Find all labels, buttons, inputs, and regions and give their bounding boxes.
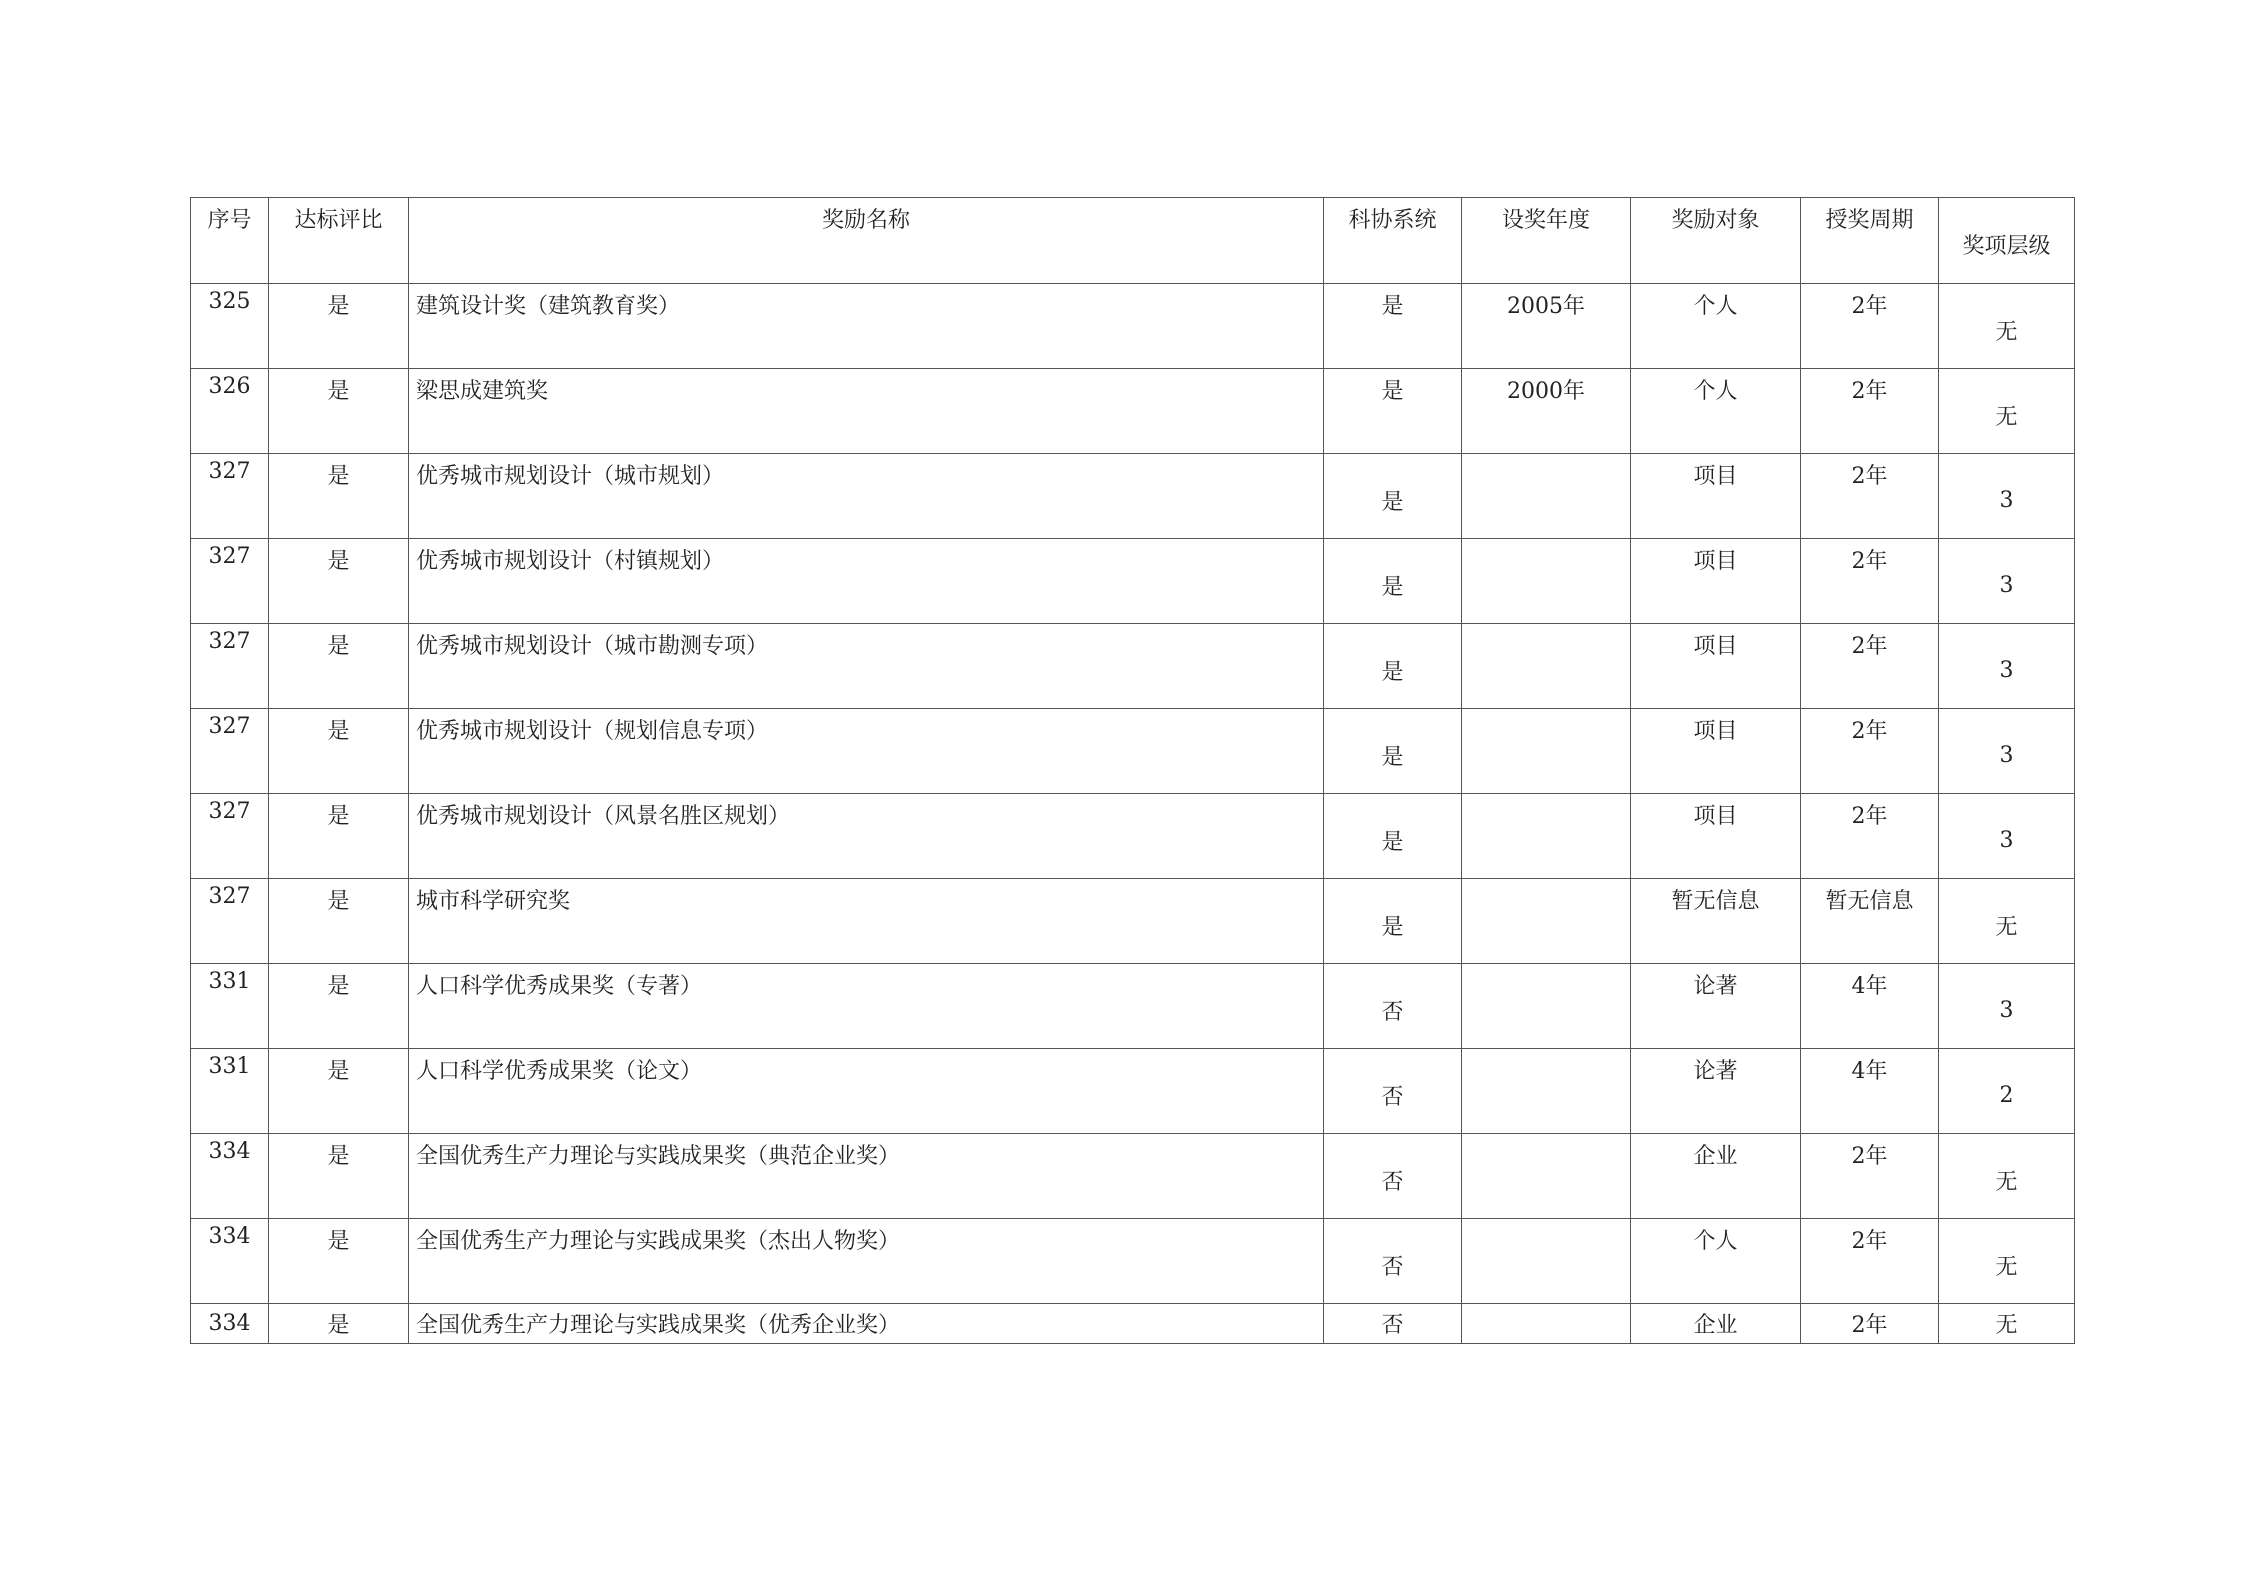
cell-text-award-level: 3	[1999, 742, 2014, 768]
cell-award-target	[1631, 454, 1801, 539]
cell-text-award-level: 无	[1995, 1169, 2018, 1195]
cell-text-cast-system: 否	[1381, 1084, 1404, 1110]
cell-text-cast-system: 是	[1381, 914, 1404, 940]
table-row	[191, 1219, 2075, 1304]
cell-text-award-cycle: 暂无信息	[1825, 889, 1914, 914]
cell-award-cycle	[1801, 1049, 1939, 1134]
cell-seq	[191, 454, 269, 539]
cell-award-name	[409, 454, 1324, 539]
cell-text-award-cycle: 2年	[1851, 294, 1888, 319]
cell-compliance	[269, 1134, 409, 1219]
cell-text-award-target: 企业	[1693, 1313, 1738, 1338]
cell-text-seq: 331	[208, 969, 251, 994]
cell-text-compliance: 是	[327, 804, 350, 829]
header-award-level: 奖项层级	[1939, 198, 2075, 284]
cell-award-cycle	[1801, 1134, 1939, 1219]
cell-text-award-cycle: 2年	[1851, 379, 1888, 404]
cell-compliance	[269, 284, 409, 369]
cell-award-level	[1939, 1134, 2075, 1219]
cell-text-award-name: 全国优秀生产力理论与实践成果奖（优秀企业奖）	[416, 1313, 901, 1338]
cell-text-award-name: 全国优秀生产力理论与实践成果奖（杰出人物奖）	[416, 1229, 901, 1254]
cell-text-compliance: 是	[327, 889, 350, 914]
cell-text-award-level: 无	[1995, 319, 2018, 345]
table-row	[191, 709, 2075, 794]
cell-compliance	[269, 709, 409, 794]
cell-cast-system	[1324, 709, 1462, 794]
cell-seq	[191, 964, 269, 1049]
cell-text-award-cycle: 2年	[1851, 1144, 1888, 1169]
cell-cast-system	[1324, 964, 1462, 1049]
cell-text-award-target: 项目	[1693, 634, 1738, 659]
cell-text-award-target: 项目	[1693, 549, 1738, 574]
table-row	[191, 1134, 2075, 1219]
cell-cast-system	[1324, 369, 1462, 454]
cell-text-cast-system: 否	[1381, 1313, 1404, 1338]
cell-year-established	[1462, 624, 1631, 709]
cell-compliance	[269, 794, 409, 879]
cell-text-compliance: 是	[327, 1313, 350, 1338]
cell-text-award-name: 优秀城市规划设计（村镇规划）	[416, 549, 725, 574]
cell-year-established	[1462, 794, 1631, 879]
cell-text-seq: 327	[208, 799, 251, 824]
cell-text-award-level: 3	[1999, 572, 2014, 598]
cell-text-year-established: 2005年	[1507, 294, 1585, 319]
cell-award-target	[1631, 709, 1801, 794]
cell-text-award-target: 企业	[1693, 1144, 1738, 1169]
cell-year-established	[1462, 369, 1631, 454]
cell-award-name	[409, 1134, 1324, 1219]
cell-text-seq: 327	[208, 714, 251, 739]
cell-award-name	[409, 369, 1324, 454]
cell-text-cast-system: 是	[1381, 294, 1404, 319]
cell-cast-system	[1324, 284, 1462, 369]
cell-text-award-cycle: 2年	[1851, 1229, 1888, 1254]
cell-award-name	[409, 709, 1324, 794]
cell-year-established	[1462, 964, 1631, 1049]
table-row	[191, 369, 2075, 454]
cell-text-award-cycle: 2年	[1851, 464, 1888, 489]
cell-award-level	[1939, 1304, 2075, 1344]
cell-text-seq: 327	[208, 459, 251, 484]
cell-text-seq: 334	[208, 1224, 251, 1249]
cell-text-award-cycle: 2年	[1851, 549, 1888, 574]
cell-award-level	[1939, 284, 2075, 369]
cell-award-level	[1939, 1049, 2075, 1134]
cell-award-cycle	[1801, 539, 1939, 624]
cell-award-cycle	[1801, 624, 1939, 709]
cell-cast-system	[1324, 624, 1462, 709]
cell-text-seq: 334	[208, 1139, 251, 1164]
cell-year-established	[1462, 1049, 1631, 1134]
cell-seq	[191, 624, 269, 709]
cell-award-cycle	[1801, 284, 1939, 369]
cell-cast-system	[1324, 1219, 1462, 1304]
cell-text-cast-system: 否	[1381, 1169, 1404, 1195]
cell-text-award-name: 人口科学优秀成果奖（专著）	[416, 974, 703, 999]
cell-cast-system	[1324, 1134, 1462, 1219]
cell-award-level	[1939, 964, 2075, 1049]
cell-cast-system	[1324, 1049, 1462, 1134]
cell-text-compliance: 是	[327, 719, 350, 744]
cell-text-award-cycle: 2年	[1851, 1313, 1888, 1338]
cell-text-award-level: 无	[1995, 1313, 2018, 1338]
table-row	[191, 964, 2075, 1049]
cell-text-compliance: 是	[327, 294, 350, 319]
cell-seq	[191, 539, 269, 624]
cell-award-level	[1939, 794, 2075, 879]
cell-award-target	[1631, 964, 1801, 1049]
cell-award-target	[1631, 1134, 1801, 1219]
table-row	[191, 1304, 2075, 1344]
cell-text-award-cycle: 4年	[1851, 974, 1888, 999]
cell-cast-system	[1324, 794, 1462, 879]
cell-seq	[191, 1304, 269, 1344]
cell-seq	[191, 284, 269, 369]
table-row	[191, 539, 2075, 624]
cell-award-cycle	[1801, 369, 1939, 454]
cell-cast-system	[1324, 539, 1462, 624]
cell-compliance	[269, 539, 409, 624]
cell-award-cycle	[1801, 1304, 1939, 1344]
header-cast-system: 科协系统	[1324, 198, 1462, 284]
cell-text-cast-system: 是	[1381, 744, 1404, 770]
cell-award-target	[1631, 284, 1801, 369]
cell-award-level	[1939, 539, 2075, 624]
cell-text-seq: 327	[208, 544, 251, 569]
awards-table	[190, 197, 2075, 1344]
cell-text-cast-system: 否	[1381, 1254, 1404, 1280]
cell-award-cycle	[1801, 454, 1939, 539]
cell-year-established	[1462, 454, 1631, 539]
cell-award-target	[1631, 624, 1801, 709]
cell-award-level	[1939, 369, 2075, 454]
cell-award-cycle	[1801, 794, 1939, 879]
cell-text-award-name: 优秀城市规划设计（规划信息专项）	[416, 719, 769, 744]
cell-seq	[191, 709, 269, 794]
cell-text-award-name: 建筑设计奖（建筑教育奖）	[416, 294, 681, 319]
cell-award-cycle	[1801, 879, 1939, 964]
cell-compliance	[269, 369, 409, 454]
cell-award-target	[1631, 879, 1801, 964]
cell-award-name	[409, 1219, 1324, 1304]
cell-text-award-level: 无	[1995, 914, 2018, 940]
cell-text-seq: 334	[208, 1311, 251, 1336]
cell-text-seq: 326	[208, 374, 251, 399]
header-seq: 序号	[191, 198, 269, 284]
cell-cast-system	[1324, 879, 1462, 964]
cell-year-established	[1462, 879, 1631, 964]
cell-compliance	[269, 1304, 409, 1344]
cell-text-award-target: 个人	[1693, 1229, 1738, 1254]
cell-text-award-target: 暂无信息	[1671, 889, 1760, 914]
cell-award-cycle	[1801, 964, 1939, 1049]
table-row	[191, 624, 2075, 709]
cell-text-cast-system: 是	[1381, 659, 1404, 685]
cell-text-award-target: 论著	[1693, 1059, 1738, 1084]
table-row	[191, 1049, 2075, 1134]
cell-text-award-name: 优秀城市规划设计（城市勘测专项）	[416, 634, 769, 659]
cell-text-award-name: 全国优秀生产力理论与实践成果奖（典范企业奖）	[416, 1144, 901, 1169]
cell-award-name	[409, 1049, 1324, 1134]
cell-text-seq: 325	[208, 289, 251, 314]
cell-text-award-cycle: 2年	[1851, 719, 1888, 744]
cell-compliance	[269, 879, 409, 964]
cell-compliance	[269, 1049, 409, 1134]
table-row	[191, 794, 2075, 879]
cell-text-cast-system: 是	[1381, 574, 1404, 600]
table-row	[191, 879, 2075, 964]
header-award-name: 奖励名称	[409, 198, 1324, 284]
cell-text-award-cycle: 4年	[1851, 1059, 1888, 1084]
cell-text-seq: 331	[208, 1054, 251, 1079]
header-award-cycle: 授奖周期	[1801, 198, 1939, 284]
cell-text-award-target: 项目	[1693, 719, 1738, 744]
cell-cast-system	[1324, 1304, 1462, 1344]
cell-year-established	[1462, 1134, 1631, 1219]
cell-award-level	[1939, 454, 2075, 539]
cell-text-award-level: 3	[1999, 487, 2014, 513]
cell-award-name	[409, 1304, 1324, 1344]
cell-year-established	[1462, 539, 1631, 624]
header-year-established: 设奖年度	[1462, 198, 1631, 284]
cell-text-compliance: 是	[327, 549, 350, 574]
cell-award-level	[1939, 879, 2075, 964]
cell-cast-system	[1324, 454, 1462, 539]
cell-text-award-level: 无	[1995, 404, 2018, 430]
cell-award-level	[1939, 1219, 2075, 1304]
cell-text-award-name: 优秀城市规划设计（城市规划）	[416, 464, 725, 489]
cell-award-target	[1631, 1219, 1801, 1304]
cell-award-name	[409, 284, 1324, 369]
cell-text-award-target: 论著	[1693, 974, 1738, 999]
cell-text-award-target: 个人	[1693, 294, 1738, 319]
cell-award-target	[1631, 794, 1801, 879]
cell-compliance	[269, 624, 409, 709]
cell-seq	[191, 1219, 269, 1304]
cell-text-award-cycle: 2年	[1851, 804, 1888, 829]
cell-seq	[191, 794, 269, 879]
cell-award-level	[1939, 709, 2075, 794]
cell-text-award-level: 3	[1999, 827, 2014, 853]
cell-text-award-target: 项目	[1693, 804, 1738, 829]
cell-text-compliance: 是	[327, 974, 350, 999]
cell-compliance	[269, 454, 409, 539]
header-award-target: 奖励对象	[1631, 198, 1801, 284]
cell-text-award-level: 3	[1999, 657, 2014, 683]
cell-text-award-level: 无	[1995, 1254, 2018, 1280]
cell-text-seq: 327	[208, 629, 251, 654]
cell-text-award-cycle: 2年	[1851, 634, 1888, 659]
cell-award-name	[409, 624, 1324, 709]
cell-text-award-level: 2	[1999, 1082, 2014, 1108]
cell-award-target	[1631, 1304, 1801, 1344]
table-row	[191, 454, 2075, 539]
cell-text-compliance: 是	[327, 464, 350, 489]
table-body	[191, 284, 2075, 1344]
cell-compliance	[269, 964, 409, 1049]
cell-text-award-name: 人口科学优秀成果奖（论文）	[416, 1059, 703, 1084]
table-row	[191, 284, 2075, 369]
cell-text-cast-system: 是	[1381, 829, 1404, 855]
cell-award-name	[409, 964, 1324, 1049]
cell-award-target	[1631, 1049, 1801, 1134]
cell-text-award-name: 城市科学研究奖	[416, 889, 571, 914]
cell-text-year-established: 2000年	[1507, 379, 1585, 404]
cell-seq	[191, 1049, 269, 1134]
cell-text-award-target: 个人	[1693, 379, 1738, 404]
cell-award-name	[409, 539, 1324, 624]
cell-text-award-target: 项目	[1693, 464, 1738, 489]
cell-seq	[191, 879, 269, 964]
cell-text-cast-system: 否	[1381, 999, 1404, 1025]
cell-year-established	[1462, 1219, 1631, 1304]
cell-text-award-name: 梁思成建筑奖	[416, 379, 549, 404]
cell-text-award-name: 优秀城市规划设计（风景名胜区规划）	[416, 804, 791, 829]
cell-award-name	[409, 879, 1324, 964]
cell-year-established	[1462, 284, 1631, 369]
cell-text-compliance: 是	[327, 1229, 350, 1254]
cell-text-compliance: 是	[327, 1059, 350, 1084]
cell-award-cycle	[1801, 709, 1939, 794]
cell-seq	[191, 1134, 269, 1219]
cell-text-compliance: 是	[327, 634, 350, 659]
cell-compliance	[269, 1219, 409, 1304]
cell-award-cycle	[1801, 1219, 1939, 1304]
cell-text-cast-system: 是	[1381, 379, 1404, 404]
header-compliance: 达标评比	[269, 198, 409, 284]
cell-text-cast-system: 是	[1381, 489, 1404, 515]
cell-text-seq: 327	[208, 884, 251, 909]
cell-award-target	[1631, 539, 1801, 624]
cell-year-established	[1462, 709, 1631, 794]
cell-award-target	[1631, 369, 1801, 454]
cell-text-award-level: 3	[1999, 997, 2014, 1023]
cell-text-compliance: 是	[327, 1144, 350, 1169]
cell-award-level	[1939, 624, 2075, 709]
cell-text-compliance: 是	[327, 379, 350, 404]
table-header-row	[191, 198, 2075, 284]
cell-seq	[191, 369, 269, 454]
cell-award-name	[409, 794, 1324, 879]
cell-year-established	[1462, 1304, 1631, 1344]
